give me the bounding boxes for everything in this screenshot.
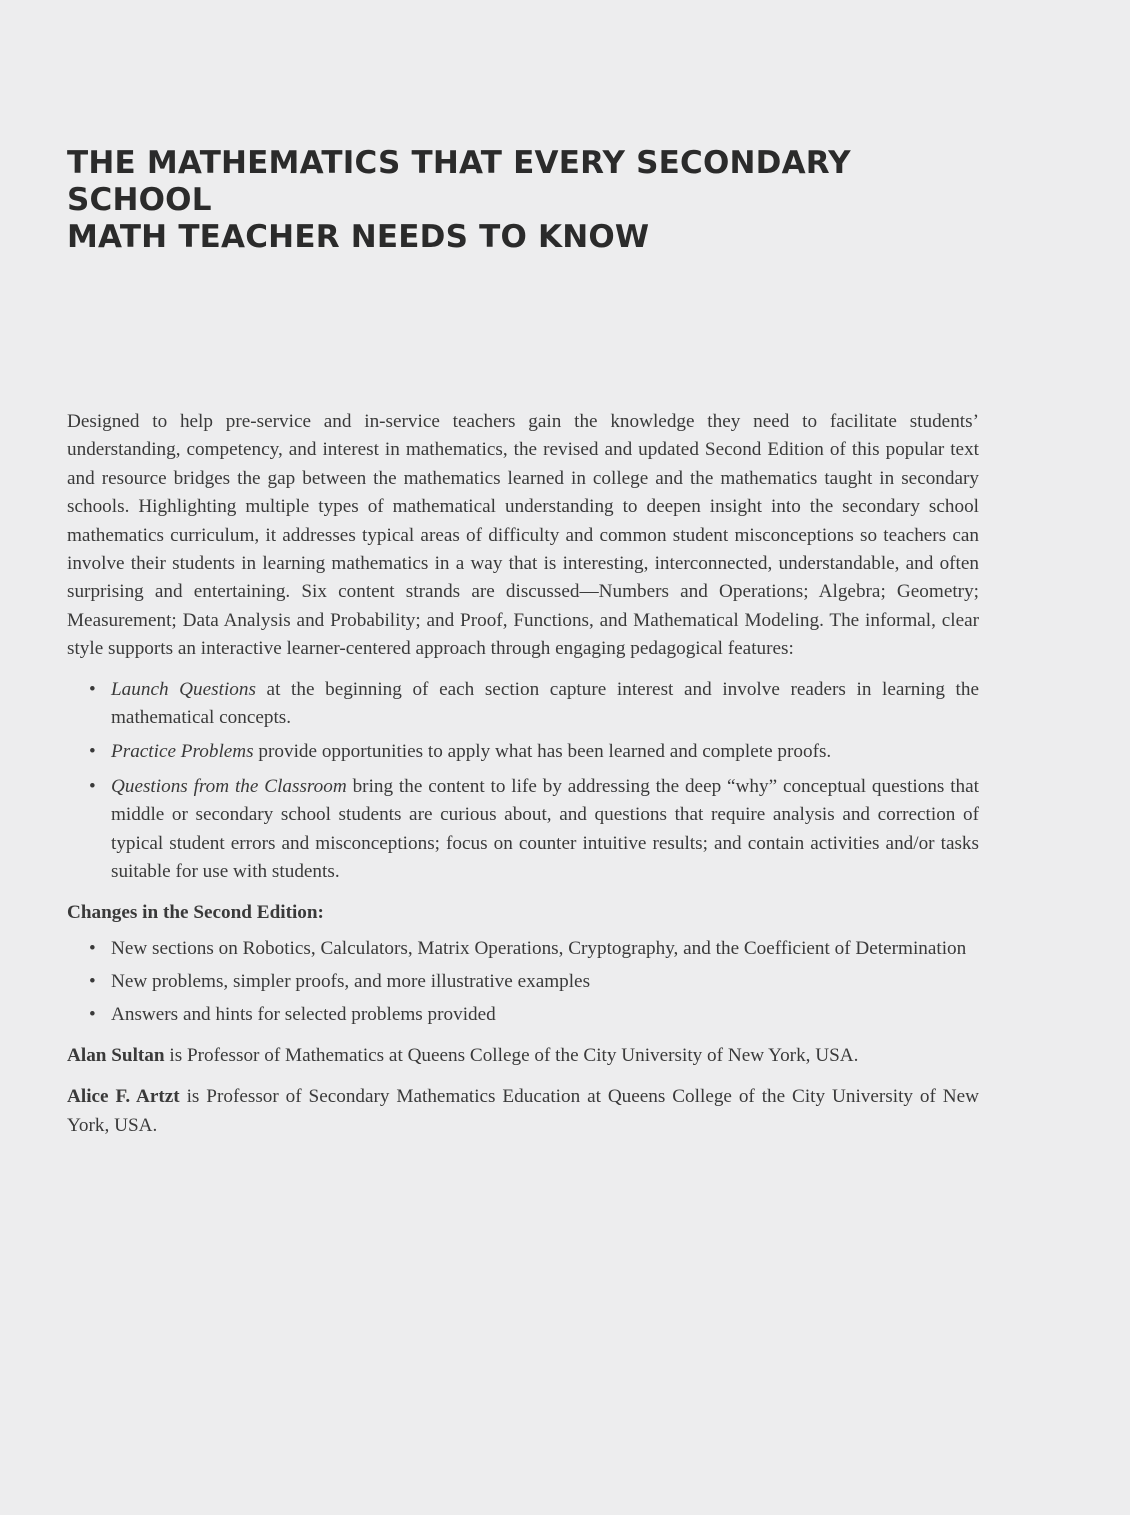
feature-text: bring the content to life by addressing the deep “why” conceptual questions that middle or secondary school students are curious about, and questions that require analysis and correction of typical student errors and misconceptions; focus on counter intuitive results; and contain activities and/or tasks suitable for use with students. [111,775,980,883]
bullet-icon: • [89,741,96,763]
author-bio-sultan [67,1042,979,1070]
bullet-icon: • [89,970,96,992]
changes-item [67,968,979,996]
book-title-line-2: MATH TEACHER NEEDS TO KNOW [67,219,650,255]
intro-paragraph: Designed to help pre-service and in-service teachers gain the knowledge they need to facilitate students’ understanding, competency, and interest in mathematics, the revised and updated Second Edition of this popular text and resource bridges the gap between the mathematics learned in college and the mathematics taught in secondary schools. Highlighting multiple types of mathematical understanding to deepen insight into the secondary school mathematics curriculum, it addresses typical areas of difficulty and common student misconceptions so teachers can involve their students in learning mathematics in a way that is interesting, interconnected, understandable, and often surprising and entertaining. Six content strands are discussed—Numbers and Operations; Algebra; Geometry; Measurement; Data Analysis and Probability; and Proof, Functions, and Mathematical Modeling. The informal, clear style supports an interactive learner-centered approach through engaging pedagogical features: [67,411,979,660]
changes-list [67,935,979,1030]
changes-item [67,1001,979,1029]
changes-heading: Changes in the Second Edition: [67,901,324,923]
feature-item-launch-questions [67,676,979,733]
feature-text: provide opportunities to apply what has been learned and complete proofs. [253,741,832,763]
feature-term: Launch Questions [111,678,256,700]
features-list [67,676,979,887]
book-title [67,145,979,256]
author-name: Alan Sultan [67,1044,165,1066]
changes-item-text: Answers and hints for selected problems provided [111,1004,496,1026]
changes-item-text: New problems, simpler proofs, and more illustrative examples [111,970,591,992]
feature-text: at the beginning of each section capture interest and involve readers in learning the mathematical concepts. [111,678,979,729]
author-bio-artzt [67,1083,979,1140]
changes-item [67,935,979,963]
feature-term: Practice Problems [111,741,254,763]
bullet-icon: • [89,678,96,700]
bullet-icon: • [89,937,96,959]
book-title-line-1: THE MATHEMATICS THAT EVERY SECONDARY SCHOOL [67,145,851,218]
feature-item-practice-problems [67,738,979,766]
changes-item-text: New sections on Robotics, Calculators, Matrix Operations, Cryptography, and the Coefficient of Determination [111,937,967,959]
bullet-icon: • [89,775,96,797]
author-name: Alice F. Artzt [67,1086,180,1108]
feature-term: Questions from the Classroom [111,775,347,797]
bullet-icon: • [89,1004,96,1026]
feature-item-questions-from-classroom [67,773,979,887]
page-content [67,145,979,1140]
author-bio-text: is Professor of Secondary Mathematics Education at Queens College of the City University of New York, USA. [67,1086,979,1136]
author-bio-text: is Professor of Mathematics at Queens College of the City University of New York, USA. [164,1044,859,1066]
